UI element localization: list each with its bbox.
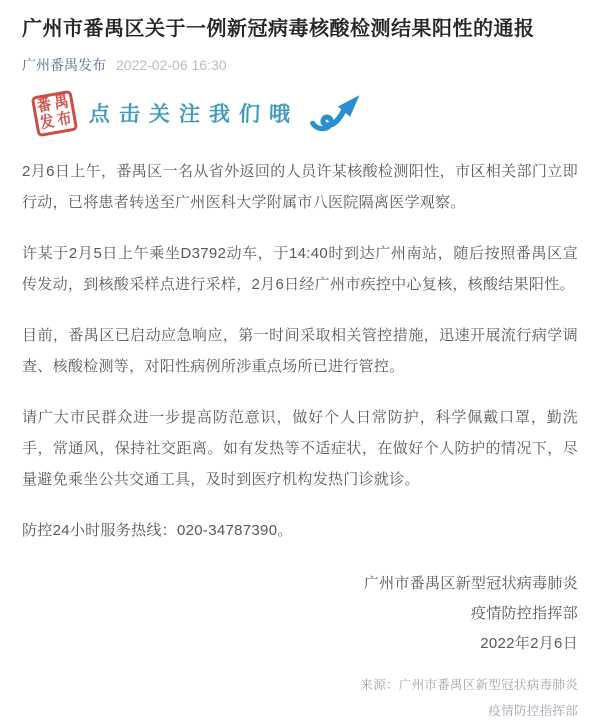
seal-char: 番 [35, 96, 53, 115]
seal-stamp-icon [31, 89, 78, 136]
body-paragraph-1: 2月6日上午，番禺区一名从省外返回的人员许某核酸检测阳性，市区相关部门立即行动，已将患者转送至广州医科大学附属市八医院隔离医学观察。 [22, 163, 578, 211]
signature-line-date: 2022年2月6日 [480, 635, 578, 652]
article-body [22, 156, 578, 546]
body-paragraph-2: 许某于2月5日上午乘坐D3792动车，于14:40时到达广州南站，随后按照番禺区宣传发动，到核酸采样点进行采样，2月6日经广州市疾控中心复核，核酸结果阳性。 [22, 245, 578, 293]
source-line-1: 来源：广州市番禺区新型冠状病毒肺炎 [360, 678, 578, 692]
meta-row [22, 55, 578, 75]
signature-line-org: 广州市番禺区新型冠状病毒肺炎 [363, 575, 578, 592]
body-paragraph-3: 目前，番禺区已启动应急响应，第一时间采取相关管控措施，迅速开展流行病学调查、核酸检测等，对阳性病例所涉重点场所已进行管控。 [22, 327, 578, 375]
signature-line-dept: 疫情防控指挥部 [470, 605, 578, 622]
seal-char: 布 [56, 110, 73, 129]
publish-date: 2022-02-06 16:30 [116, 57, 227, 73]
follow-banner-text: 点击关注我们哦 [88, 103, 300, 126]
source-block [22, 672, 578, 724]
follow-banner[interactable] [34, 89, 578, 137]
seal-char: 发 [38, 113, 56, 132]
signature-block [22, 569, 578, 659]
body-paragraph-4: 请广大市民群众进一步提高防范意识，做好个人日常防护，科学佩戴口罩，勤洗手，常通风，保持社交距离。如有发热等不适症状，在做好个人防护的情况下，尽量避免乘坐公共交通工具，及时到医疗机构发热门诊就诊。 [22, 409, 578, 488]
page-title: 广州市番禺区关于一例新冠病毒核酸检测结果阳性的通报 [22, 18, 535, 40]
swoosh-arrow-icon [309, 92, 365, 134]
source-line-2: 疫情防控指挥部 [488, 704, 578, 718]
seal-char: 禺 [53, 92, 70, 112]
publisher-link[interactable]: 广州番禺发布 [22, 57, 106, 73]
hotline-text: 防控24小时服务热线：020-34787390。 [22, 522, 293, 539]
